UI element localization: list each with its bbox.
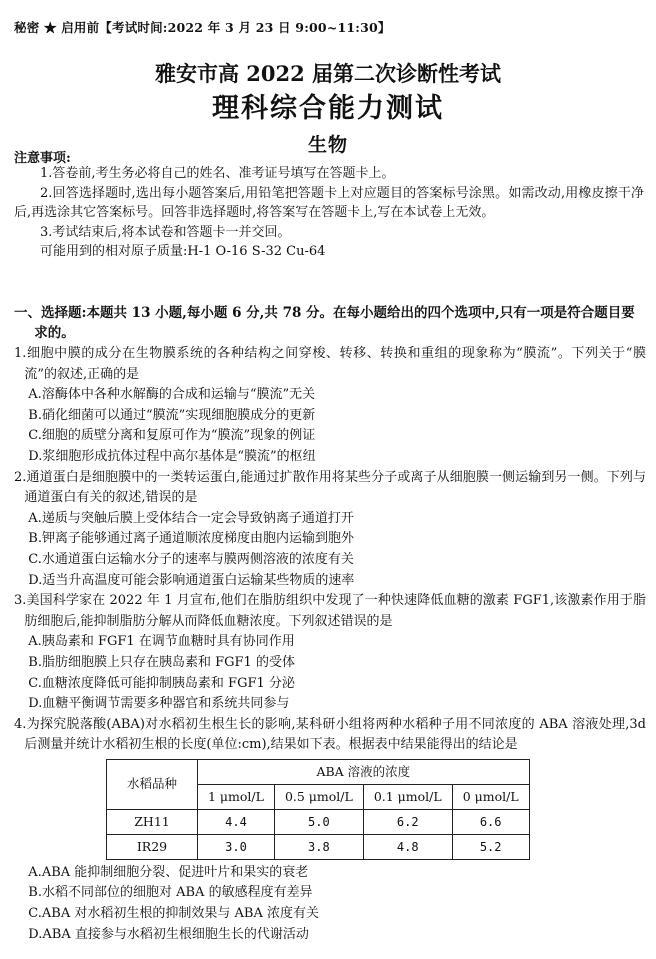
option-b: B.脂肪细胞膜上只存在胰岛素和 FGF1 的受体: [28, 654, 295, 670]
option-d: D.浆细胞形成抗体过程中高尔基体是“膜流”的枢纽: [28, 448, 316, 464]
table-cell: 3.0: [198, 834, 275, 859]
option-b: B.硝化细菌可以通过“膜流”实现细胞膜成分的更新: [28, 407, 316, 423]
aba-data-table: [106, 759, 530, 860]
question-stem: 1.细胞中膜的成分在生物膜系统的各种结构之间穿梭、转移、转换和重组的现象称为“膜流”。下列关于“膜流”的叙述,正确的是: [14, 346, 646, 382]
column-header: 0.1 μmol/L: [363, 784, 452, 809]
option-d: D.血糖平衡调节需要多种器官和系统共同参与: [28, 696, 290, 712]
section-heading: [14, 303, 646, 343]
column-header: 0 μmol/L: [452, 784, 529, 809]
question-4: [14, 715, 646, 946]
column-header: 1 μmol/L: [198, 784, 275, 809]
option-a: A.递质与突触后膜上受体结合一定会导致钠离子通道打开: [28, 510, 354, 526]
option-d: D.适当升高温度可能会影响通道蛋白运输某些物质的速率: [28, 572, 355, 588]
question-list: [14, 344, 646, 945]
table-cell: 6.2: [363, 809, 452, 834]
notice-item: 2.回答选择题时,选出每小题答案后,用铅笔把答题卡上对应题目的答案标号涂黑。如需改动,用橡皮擦干净后,再选涂其它答案标号。回答非选择题时,将答案写在答题卡上,写在本试卷上无效。: [14, 185, 644, 220]
option-a: A.ABA 能抑制细胞分裂、促进叶片和果实的衰老: [28, 864, 309, 880]
subject-title: 生物: [307, 134, 348, 156]
table-cell: 4.8: [363, 834, 452, 859]
table-cell: 3.8: [274, 834, 363, 859]
question-stem: 4.为探究脱落酸(ABA)对水稻初生根生长的影响,某科研小组将两种水稻种子用不同浓度的 ABA 溶液处理,3d 后测量并统计水稻初生根的长度(单位:cm),结果如下表。根据表中结果能得出的结论是: [14, 716, 646, 753]
option-d: D.ABA 直接参与水稻初生根细胞生长的代谢活动: [28, 926, 309, 942]
table-cell: 6.6: [452, 809, 529, 834]
question-3: [14, 591, 646, 715]
question-1: [14, 344, 646, 468]
question-stem: 2.通道蛋白是细胞膜中的一类转运蛋白,能通过扩散作用将某些分子或离子从细胞膜一侧运输到另一侧。下列与通道蛋白有关的叙述,错误的是: [14, 469, 646, 506]
table-row: [107, 809, 530, 834]
variety-header: 水稻品种: [107, 759, 198, 809]
table-row: [107, 834, 530, 859]
option-a: A.胰岛素和 FGF1 在调节血糖时具有协同作用: [28, 634, 295, 650]
notice-list: [14, 164, 644, 262]
paper-title: 理科综合能力测试: [212, 93, 444, 124]
option-c: C.血糖浓度降低可能抑制胰岛素和 FGF1 分泌: [28, 675, 295, 691]
notice-item: 3.考试结束后,将本试卷和答题卡一并交回。: [40, 224, 291, 240]
confidential-header: 秘密 ★ 启用前【考试时间:2022 年 3 月 23 日 9:00~11:30】: [14, 20, 391, 35]
section-title: 一、选择题:本题共 13 小题,每小题 6 分,共 78 分。在每小题给出的四个选项中,只有一项是符合题目要求的。: [14, 305, 635, 341]
column-header: 0.5 μmol/L: [274, 784, 363, 809]
variety-name: ZH11: [107, 809, 198, 834]
option-c: C.细胞的质壁分离和复原可作为“膜流”现象的例证: [28, 428, 316, 444]
question-stem: 3.美国科学家在 2022 年 1 月宣布,他们在脂肪组织中发现了一种快速降低血糖的激素 FGF1,该激素作用于脂肪细胞后,能抑制脂肪分解从而降低血糖浓度。下列叙述错误的是: [14, 593, 646, 629]
table-cell: 4.4: [198, 809, 275, 834]
notice-heading: 注意事项:: [14, 151, 71, 166]
table-header-row: [107, 759, 530, 784]
table-cell: 5.2: [452, 834, 529, 859]
option-b: B.水稻不同部位的细胞对 ABA 的敏感程度有差异: [28, 885, 313, 901]
option-c: C.ABA 对水稻初生根的抑制效果与 ABA 浓度有关: [28, 906, 319, 922]
notice-item: 1.答卷前,考生务必将自己的姓名、准考证号填写在答题卡上。: [40, 166, 395, 181]
exam-title: 雅安市高 2022 届第二次诊断性考试: [154, 61, 502, 86]
question-2: [14, 468, 646, 592]
option-c: C.水通道蛋白运输水分子的速率与膜两侧溶液的浓度有关: [28, 551, 354, 567]
table-cell: 5.0: [274, 809, 363, 834]
notice-item: 可能用到的相对原子质量:H-1 O-16 S-32 Cu-64: [40, 244, 326, 259]
variety-name: IR29: [107, 834, 198, 859]
option-b: B.钾离子能够通过离子通道顺浓度梯度由胞内运输到胞外: [28, 531, 354, 547]
option-a: A.溶酶体中各种水解酶的合成和运输与“膜流”无关: [28, 387, 316, 403]
concentration-header: ABA 溶液的浓度: [198, 759, 530, 784]
